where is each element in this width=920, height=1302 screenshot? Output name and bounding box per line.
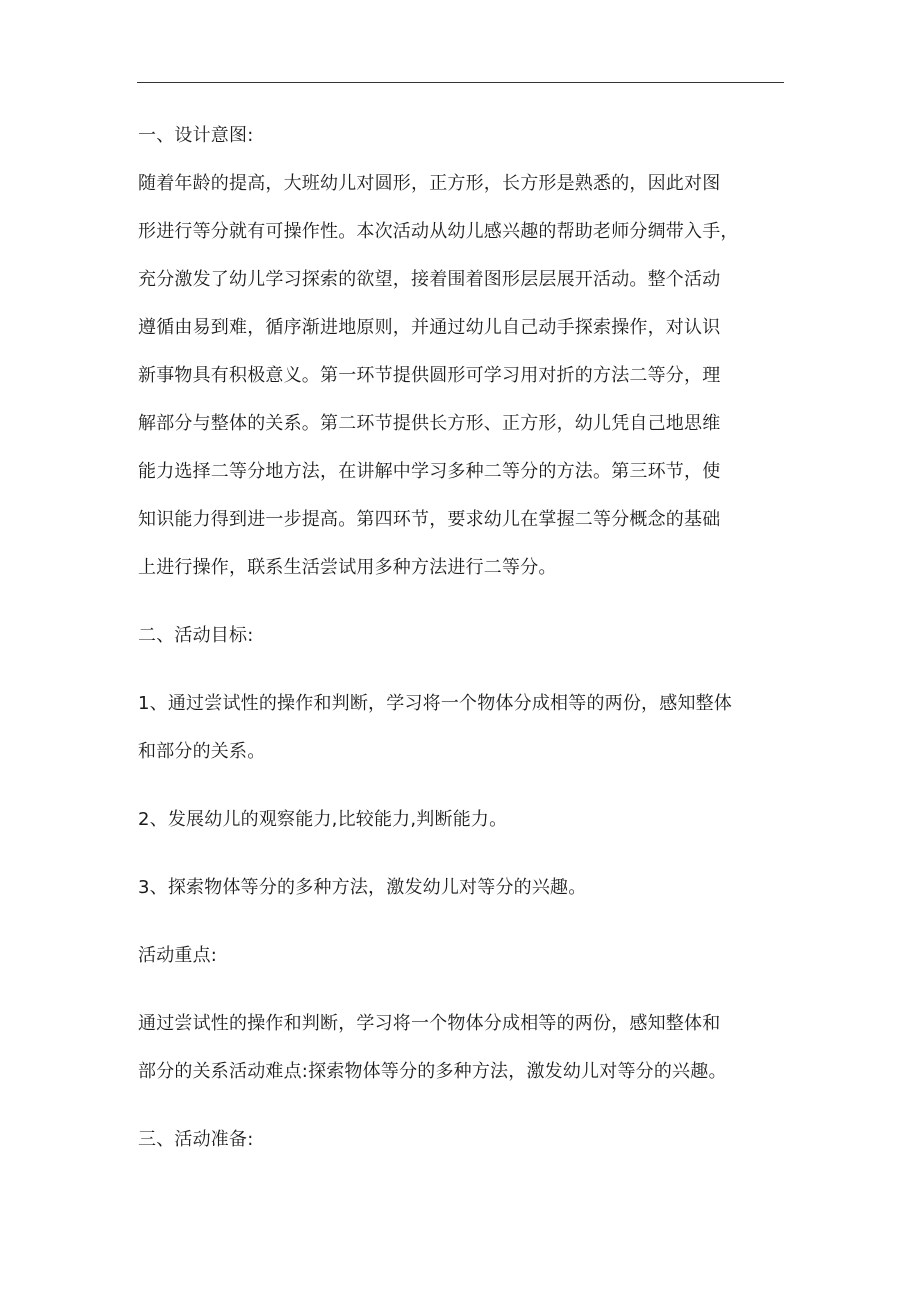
paragraph-line: 解部分与整体的关系。第二环节提供长方形、正方形，幼儿凭自己地思维 [138, 413, 721, 434]
paragraph-line: 知识能力得到进一步提高。第四环节，要求幼儿在掌握二等分概念的基础 [138, 509, 721, 530]
key-point-heading: 活动重点: [138, 945, 218, 966]
section-heading-preparation: 三、活动准备: [138, 1129, 254, 1150]
header-rule [137, 82, 784, 83]
document-body [138, 112, 788, 1164]
paragraph-line: 遵循由易到难，循序渐进地原则，并通过幼儿自己动手探索操作，对认识 [138, 317, 721, 338]
paragraph-line: 能力选择二等分地方法，在讲解中学习多种二等分的方法。第三环节，使 [138, 461, 721, 482]
paragraph-line: 新事物具有积极意义。第一环节提供圆形可学习用对折的方法二等分，理 [138, 365, 721, 386]
key-point-line: 通过尝试性的操作和判断，学习将一个物体分成相等的两份，感知整体和 [138, 1013, 721, 1034]
section-heading-activity-goals: 二、活动目标: [138, 625, 254, 646]
paragraph-line: 形进行等分就有可操作性。本次活动从幼儿感兴趣的帮助老师分绸带入手， [138, 221, 739, 242]
key-point-line: 部分的关系活动难点:探索物体等分的多种方法，激发幼儿对等分的兴趣。 [138, 1061, 727, 1082]
section-heading-design-intent: 一、设计意图: [138, 125, 254, 146]
goal-item-2: 2、发展幼儿的观察能力,比较能力,判断能力。 [138, 809, 508, 830]
goal-item-1: 1、通过尝试性的操作和判断，学习将一个物体分成相等的两份，感知整体 [138, 693, 733, 714]
paragraph-line: 充分激发了幼儿学习探索的欲望，接着围着图形层层展开活动。整个活动 [138, 269, 721, 290]
paragraph-line: 上进行操作，联系生活尝试用多种方法进行二等分。 [138, 557, 557, 578]
goal-item-1-cont: 和部分的关系。 [138, 741, 266, 762]
paragraph-line: 随着年龄的提高，大班幼儿对圆形，正方形，长方形是熟悉的，因此对图 [138, 173, 721, 194]
goal-item-3: 3、探索物体等分的多种方法，激发幼儿对等分的兴趣。 [138, 877, 587, 898]
